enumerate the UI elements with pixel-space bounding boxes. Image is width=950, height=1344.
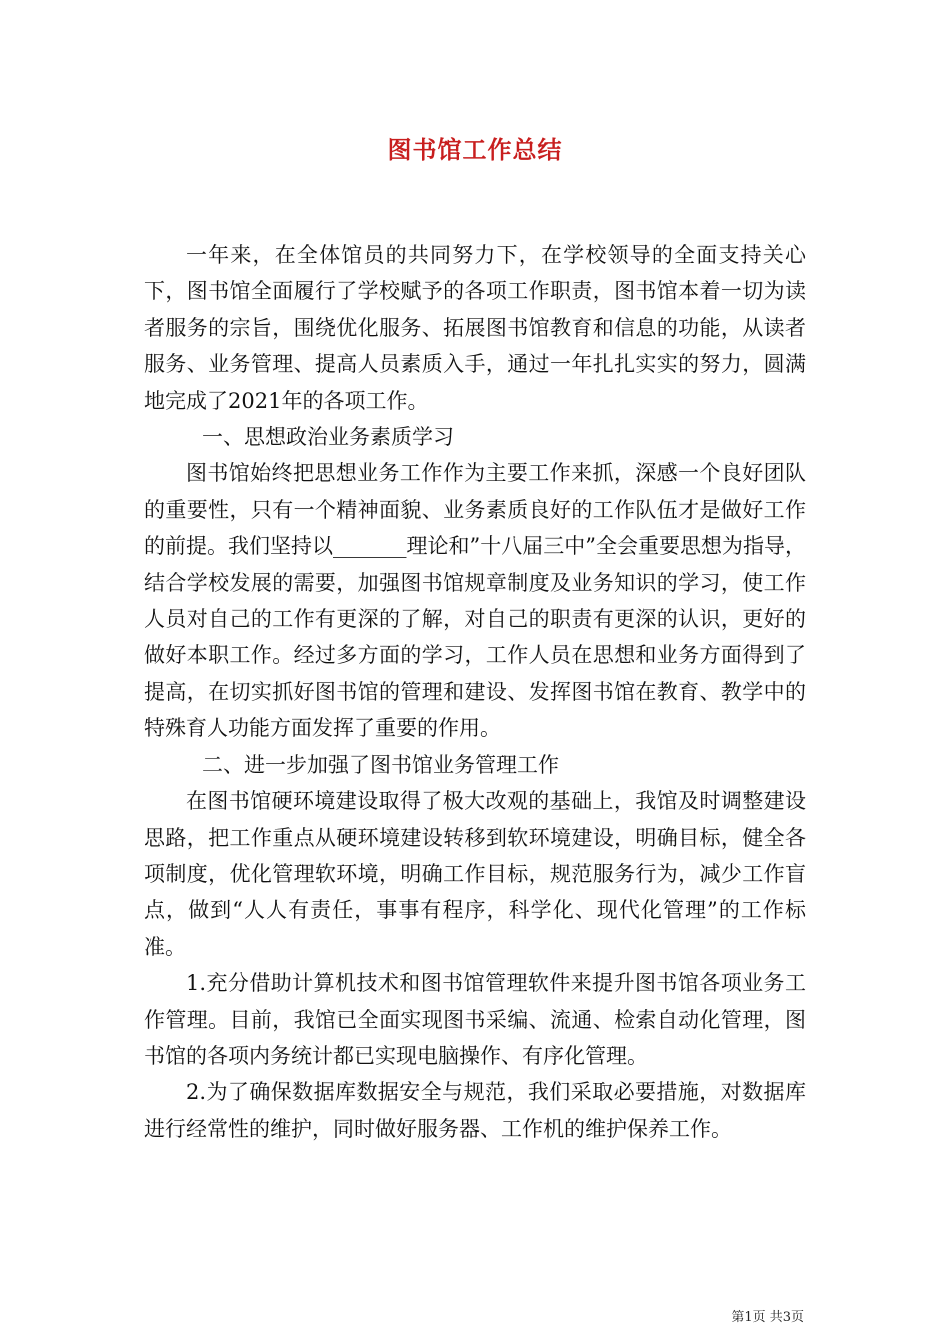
section-1-heading: 一、思想政治业务素质学习 <box>202 425 454 450</box>
section-2-heading: 二、进一步加强了图书馆业务管理工作 <box>202 752 559 777</box>
document-title: 图书馆工作总结 <box>387 136 563 164</box>
intro-paragraph: 一年来，在全体馆员的共同努力下，在学校领导的全面支持关心下，图书馆全面履行了学校赋予的各项工作职责，图书馆本着一切为读者服务的宗旨，围绕优化服务、拓展图书馆教育和信息的功能，从读者服务、业务管理、提高人员素质入手，通过一年扎扎实实的努力，圆满地完成了2021年的各项工作。 <box>144 243 806 413</box>
section-2-paragraph: 在图书馆硬环境建设取得了极大改观的基础上，我馆及时调整建设思路，把工作重点从硬环境建设转移到软环境建设，明确目标，健全各项制度，优化管理软环境，明确工作目标，规范服务行为，减少工作盲点，做到“人人有责任，事事有程序，科学化、现代化管理”的工作标准。 <box>144 789 806 959</box>
page-number: 第1页 共3页 <box>731 1310 804 1325</box>
document-body <box>144 237 806 1147</box>
section-2-item-1: 1.充分借助计算机技术和图书馆管理软件来提升图书馆各项业务工作管理。目前，我馆已全面实现图书采编、流通、检索自动化管理，图书馆的各项内务统计都已实现电脑操作、有序化管理。 <box>144 971 806 1068</box>
section-2-item-2: 2.为了确保数据库数据安全与规范，我们采取必要措施，对数据库进行经常性的维护，同时做好服务器、工作机的维护保养工作。 <box>144 1080 806 1141</box>
section-1-paragraph: 图书馆始终把思想业务工作作为主要工作来抓，深感一个良好团队的重要性，只有一个精神面貌、业务素质良好的工作队伍才是做好工作的前提。我们坚持以_______理论和”十八届三中”全会重要思想为指导，结合学校发展的需要，加强图书馆规章制度及业务知识的学习，使工作人员对自己的工作有更深的了解，对自己的职责有更深的认识，更好的做好本职工作。经过多方面的学习，工作人员在思想和业务方面得到了提高，在切实抓好图书馆的管理和建设、发挥图书馆在教育、教学中的特殊育人功能方面发挥了重要的作用。 <box>144 461 806 741</box>
